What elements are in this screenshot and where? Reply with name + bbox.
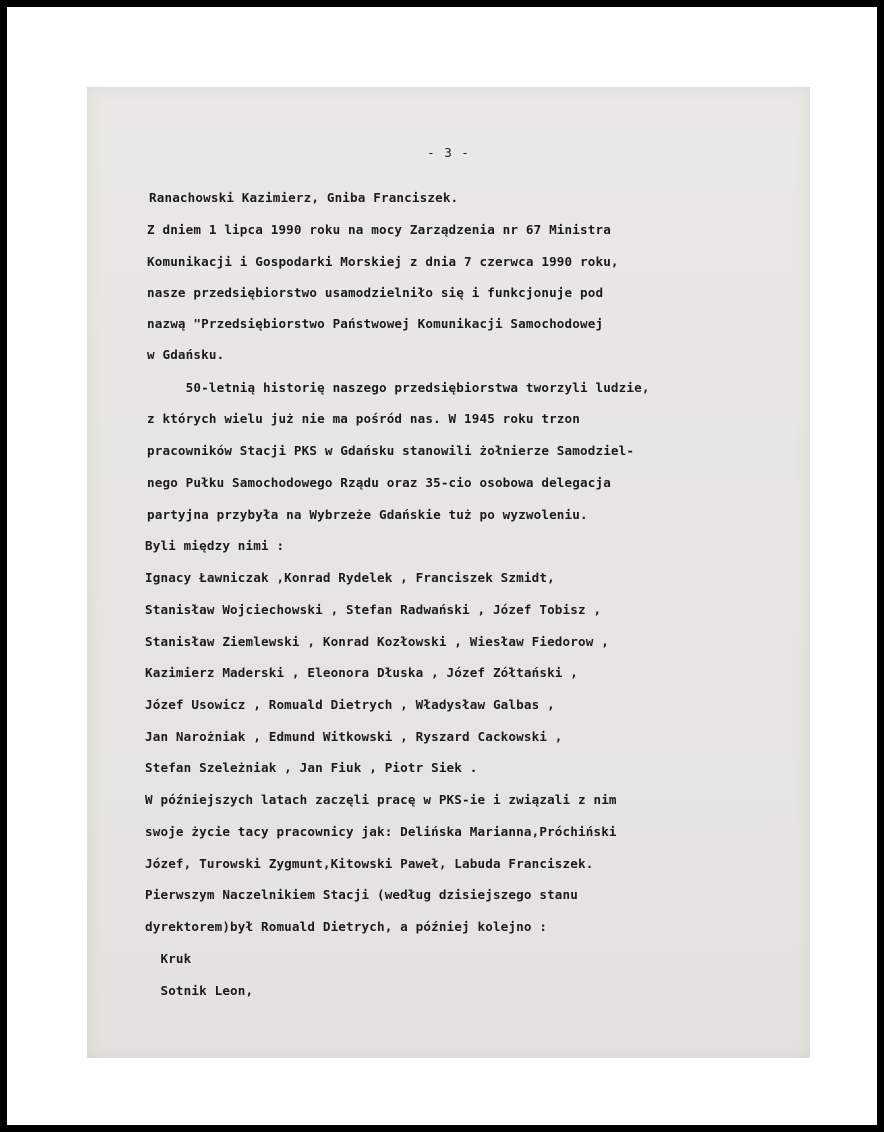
document-page: [87, 87, 810, 1058]
text-line: W późniejszych latach zaczęli pracę w PKS-ie i związali z nim: [145, 792, 617, 807]
text-line: Stanisław Wojciechowski , Stefan Radwański , Józef Tobisz ,: [145, 602, 602, 617]
text-line: Pierwszym Naczelnikiem Stacji (według dzisiejszego stanu: [145, 887, 578, 902]
text-line: z których wielu już nie ma pośród nas. W 1945 roku trzon: [147, 411, 580, 426]
text-line: Komunikacji i Gospodarki Morskiej z dnia 7 czerwca 1990 roku,: [147, 254, 619, 269]
text-line: Ignacy Ławniczak ,Konrad Rydelek , Franciszek Szmidt,: [145, 570, 555, 585]
text-line: dyrektorem)był Romuald Dietrych, a później kolejno :: [145, 919, 548, 934]
text-line: Byli między nimi :: [145, 538, 285, 553]
text-line: nazwą "Przedsiębiorstwo Państwowej Komunikacji Samochodowej: [147, 316, 604, 331]
text-line: Józef Usowicz , Romuald Dietrych , Władysław Galbas ,: [145, 697, 555, 712]
photo-frame: [7, 7, 877, 1125]
text-line: Sotnik Leon,: [145, 983, 254, 998]
text-line: partyjna przybyła na Wybrzeże Gdańskie tuż po wyzwoleniu.: [147, 507, 588, 522]
text-line: Ranachowski Kazimierz, Gniba Franciszek.: [149, 190, 459, 205]
text-line: pracowników Stacji PKS w Gdańsku stanowili żołnierze Samodziel-: [147, 443, 635, 458]
text-line: Kazimierz Maderski , Eleonora Dłuska , Józef Zółtański ,: [145, 665, 578, 680]
text-line: w Gdańsku.: [147, 347, 225, 362]
text-line: swoje życie tacy pracownicy jak: Delińska Marianna,Próchiński: [145, 824, 617, 839]
text-line: Stanisław Ziemlewski , Konrad Kozłowski , Wiesław Fiedorow ,: [145, 634, 609, 649]
text-line: nasze przedsiębiorstwo usamodzielniło się i funkcjonuje pod: [147, 285, 604, 300]
page-number: - 3 -: [427, 145, 470, 160]
text-line: 50-letnią historię naszego przedsiębiorstwa tworzyli ludzie,: [147, 380, 650, 395]
text-line: Stefan Szeleżniak , Jan Fiuk , Piotr Siek .: [145, 760, 478, 775]
text-line: Jan Narożniak , Edmund Witkowski , Ryszard Cackowski ,: [145, 729, 563, 744]
text-line: Kruk: [145, 951, 192, 966]
text-line: Z dniem 1 lipca 1990 roku na mocy Zarządzenia nr 67 Ministra: [147, 222, 611, 237]
text-line: Józef, Turowski Zygmunt,Kitowski Paweł, Labuda Franciszek.: [145, 856, 594, 871]
text-line: nego Pułku Samochodowego Rządu oraz 35-cio osobowa delegacja: [147, 475, 611, 490]
